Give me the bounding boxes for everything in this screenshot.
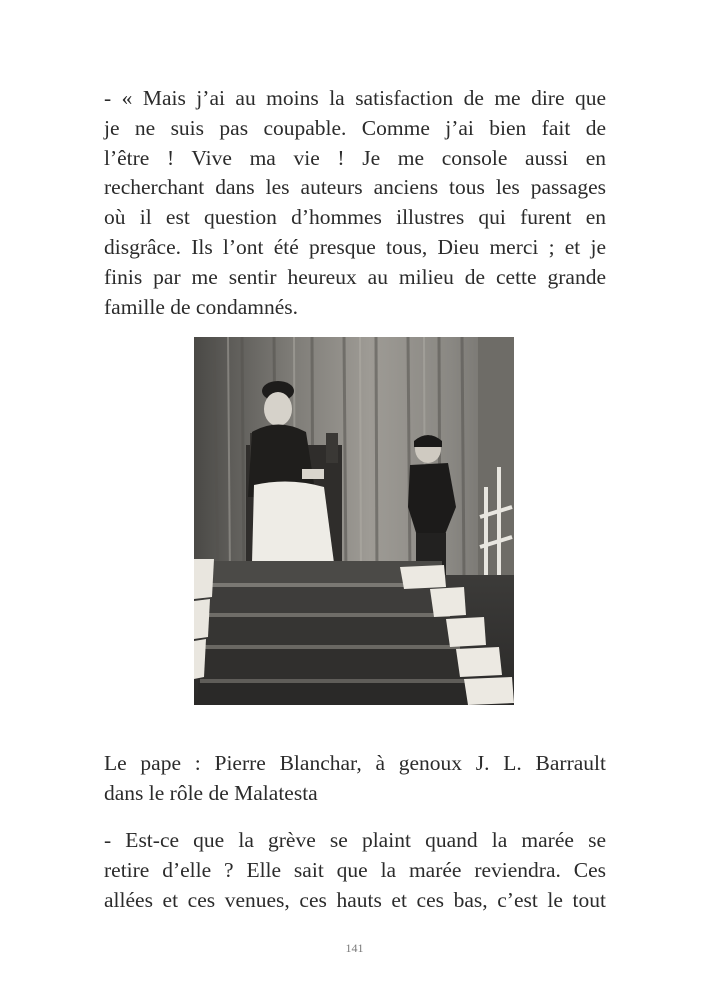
text-line: où il est question d’hommes illustres qui furent en [104,205,606,230]
text-line: - « Mais j’ai au moins la satisfaction de me dire que [104,86,606,110]
text-line: allées et ces venues, ces hauts et ces bas, c’est le tout [104,887,606,912]
paragraph-1 [104,84,606,322]
text-line: famille de condamnés. [104,294,299,319]
stage-photograph [194,337,514,705]
text-line: disgrâce. Ils l’ont été presque tous, Dieu merci ; et je [104,234,606,259]
text-line: Le pape : Pierre Blanchar, à genoux J. L. Barrault [104,751,606,775]
photo-caption [104,749,606,809]
text-line: retire d’elle ? Elle sait que la marée reviendra. Ces [104,857,606,882]
text-line: finis par me sentir heureux au milieu de cette grande [104,264,606,289]
text-line: - Est-ce que la grève se plaint quand la marée se [104,828,606,852]
text-line: dans le rôle de Malatesta [104,780,318,805]
text-line: l’être ! Vive ma vie ! Je me console aussi en [104,145,606,170]
text-line: recherchant dans les auteurs anciens tous les passages [104,175,606,200]
page-number: 141 [345,941,364,955]
paragraph-2 [104,826,606,915]
text-line: je ne suis pas coupable. Comme j’ai bien fait de [104,115,606,140]
